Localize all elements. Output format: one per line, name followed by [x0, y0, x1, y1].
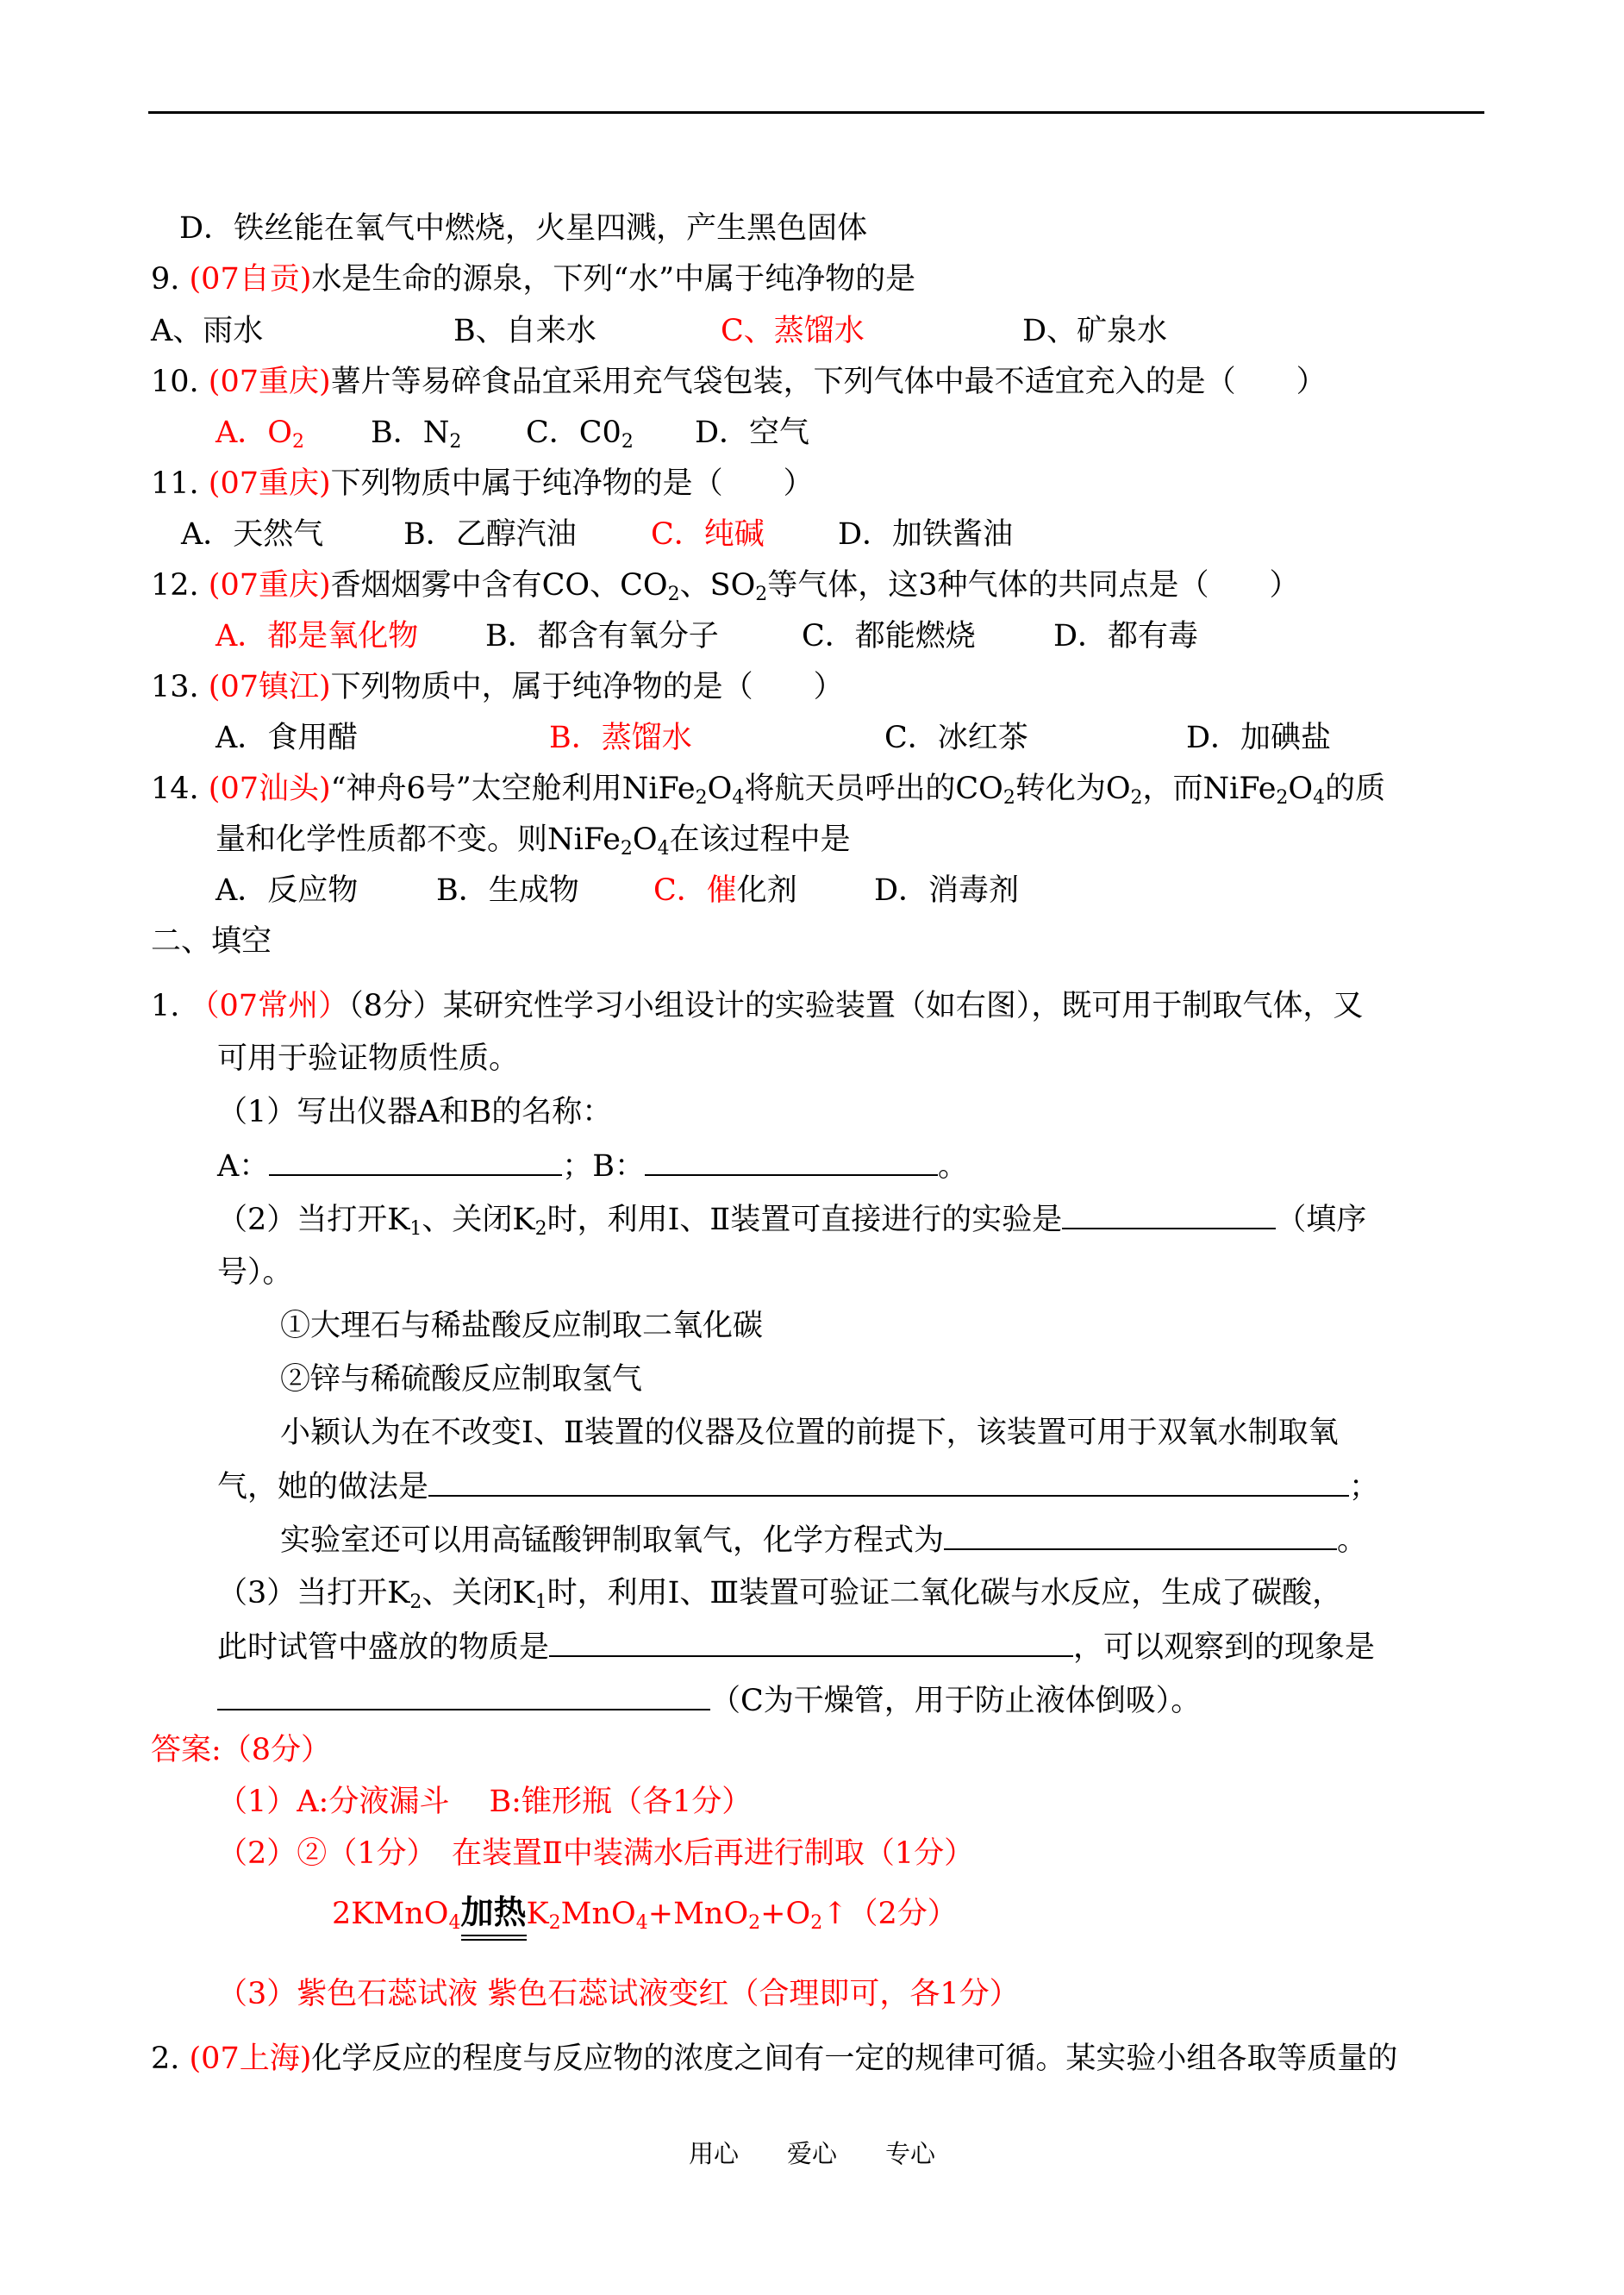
question-13	[151, 668, 844, 706]
blank-equation[interactable]	[944, 1521, 1337, 1550]
header-rule	[148, 111, 1484, 114]
fq1-part-3: （3）当打开$K_2$、关闭$K_1$时，利用Ⅰ、Ⅲ装置可验证二氧化碳与水反应，生成了碳酸，	[217, 1576, 1343, 1613]
q11-option-a: A．天然气	[181, 517, 324, 552]
footer-b: 爱心	[786, 2139, 837, 2168]
section-heading-fill-in: 二、填空	[151, 924, 272, 959]
q10-option-d: D．空气	[695, 416, 810, 450]
q10-option-a: A．$O_2$	[215, 416, 304, 453]
fill-question-2: 2. (07上海)化学反应的程度与反应物的浓度之间有一定的规律可循。某实验小组各取等质量的	[151, 2042, 1398, 2076]
fq1-option-1: ①大理石与稀盐酸反应制取二氧化碳	[280, 1309, 764, 1343]
blank-part2[interactable]	[1062, 1200, 1276, 1229]
fq2-source: (07上海)	[189, 2042, 312, 2076]
question-9	[151, 260, 915, 298]
question-11	[151, 465, 814, 503]
answer-3: （3）紫色石蕊试液 紫色石蕊试液变红（合理即可，各1分）	[217, 1977, 1020, 2011]
question-14-line-2: 量和化学性质都不变。则$NiFe_2O_4$在该过程中是	[215, 822, 851, 860]
q11-number: 11.	[151, 466, 209, 501]
question-10	[151, 363, 1327, 401]
fill-question-1: 1. （07常州）（8分）某研究性学习小组设计的实验装置（如右图），既可用于制取气体，又	[151, 989, 1364, 1023]
q14-number: 14.	[151, 772, 209, 806]
footer-a: 用心	[688, 2139, 739, 2168]
q13-option-c: C．冰红茶	[884, 721, 1028, 755]
fq1-answer-ab: A： ；B： 。	[217, 1147, 968, 1185]
q14-option-b: B．生成物	[436, 873, 579, 908]
q11-option-b: B．乙醇汽油	[403, 517, 577, 552]
q10-stem: 薯片等易碎食品宜采用充气袋包装，下列气体中最不适宜充入的是（ ）	[330, 365, 1327, 399]
answer-title: 答案:（8分）	[151, 1733, 332, 1767]
fq1-part-3-line-3: （C为干燥管，用于防止液体倒吸）。	[217, 1681, 1201, 1720]
fq1-lab-equation: 实验室还可以用高锰酸钾制取氧气，化学方程式为 。	[280, 1521, 1367, 1560]
footer-c: 专心	[885, 2139, 936, 2168]
q9-option-b: B、自来水	[453, 314, 597, 348]
fq1-xiaoying-1: 小颖认为在不改变Ⅰ、Ⅱ装置的仪器及位置的前提下，该装置可用于双氧水制取氧	[280, 1416, 1339, 1450]
q9-source: (07自贡)	[189, 262, 312, 297]
q13-source: (07镇江)	[208, 670, 331, 704]
q11-option-c: C．纯碱	[651, 517, 765, 552]
q14-option-a: A．反应物	[215, 873, 359, 908]
q9-stem: 水是生命的源泉，下列“水”中属于纯净物的是	[311, 262, 916, 297]
fq1-option-2: ②锌与稀硫酸反应制取氢气	[280, 1362, 643, 1397]
q9-option-c: C、蒸馏水	[721, 314, 865, 348]
q12-option-a: A．都是氧化物	[215, 619, 419, 653]
q11-option-d: D．加铁酱油	[838, 517, 1014, 552]
q13-option-a: A．食用醋	[215, 721, 359, 755]
fq1-xiaoying-2: 气，她的做法是 ；	[217, 1467, 1379, 1506]
q9-option-a: A、雨水	[151, 314, 264, 348]
q10-option-c: C．$C0_2$	[526, 416, 634, 453]
question-14: 14. (07汕头)“神舟6号”太空舱利用$NiFe_2O_4$将航天员呼出的$CO_2$转化为$O_2$，而$NiFe_2O_4$的质	[151, 772, 1386, 809]
blank-phenomenon[interactable]	[217, 1681, 710, 1710]
page-footer	[0, 2135, 1624, 2170]
q13-option-d: D．加碘盐	[1186, 721, 1332, 755]
answer-1: （1）A:分液漏斗 B:锥形瓶（各1分）	[217, 1785, 753, 1819]
q13-option-b: B．蒸馏水	[549, 721, 692, 755]
answer-2: （2）②（1分） 在装置Ⅱ中装满水后再进行制取（1分）	[217, 1836, 975, 1871]
question-12: 12. (07重庆)香烟烟雾中含有CO、$CO_2$、$SO_2$等气体，这3种气体的共同点是（ ）	[151, 568, 1300, 605]
q8-option-d: D．铁丝能在氧气中燃烧，火星四溅，产生黑色固体	[179, 211, 868, 246]
fq1-part-1: （1）写出仪器A和B的名称：	[217, 1095, 613, 1129]
q10-option-b: B．$N_2$	[371, 416, 462, 453]
blank-substance[interactable]	[549, 1628, 1073, 1657]
q12-option-d: D．都有毒	[1053, 619, 1199, 653]
fq1-part-3-line-2: 此时试管中盛放的物质是 ，可以观察到的现象是	[217, 1628, 1375, 1667]
q14-option-c: C．催化剂	[653, 873, 797, 908]
fq1-line-2: 可用于验证物质性质。	[217, 1041, 520, 1076]
q10-number: 10.	[151, 365, 209, 399]
q14-source: (07汕头)	[208, 772, 331, 806]
blank-a[interactable]	[269, 1147, 562, 1176]
q14-option-d: D．消毒剂	[874, 873, 1020, 908]
fq1-part-2: （2）当打开$K_1$、关闭$K_2$时，利用Ⅰ、Ⅱ装置可直接进行的实验是 （填序	[217, 1200, 1366, 1239]
q11-stem: 下列物质中属于纯净物的是（ ）	[330, 466, 814, 501]
q13-number: 13.	[151, 670, 209, 704]
q12-option-c: C．都能燃烧	[802, 619, 976, 653]
blank-method[interactable]	[428, 1467, 1349, 1497]
q12-source: (07重庆)	[208, 568, 331, 603]
fq1-part-2-cont: 号）。	[217, 1255, 293, 1290]
answer-equation: 2KMnO$_4$加热 $K_2MnO_4+MnO_2+O_2↑(2$分）	[332, 1893, 958, 1933]
q10-source: (07重庆)	[208, 365, 331, 399]
blank-b[interactable]	[645, 1147, 938, 1176]
q11-source: (07重庆)	[208, 466, 331, 501]
q9-number: 9.	[151, 262, 190, 297]
fq1-source: （07常州）	[189, 989, 349, 1023]
heat-condition: 加热	[461, 1893, 527, 1931]
q13-stem: 下列物质中，属于纯净物的是（ ）	[330, 670, 844, 704]
q9-option-d: D、矿泉水	[1022, 314, 1168, 348]
q12-number: 12.	[151, 568, 209, 603]
q12-option-b: B．都含有氧分子	[485, 619, 719, 653]
